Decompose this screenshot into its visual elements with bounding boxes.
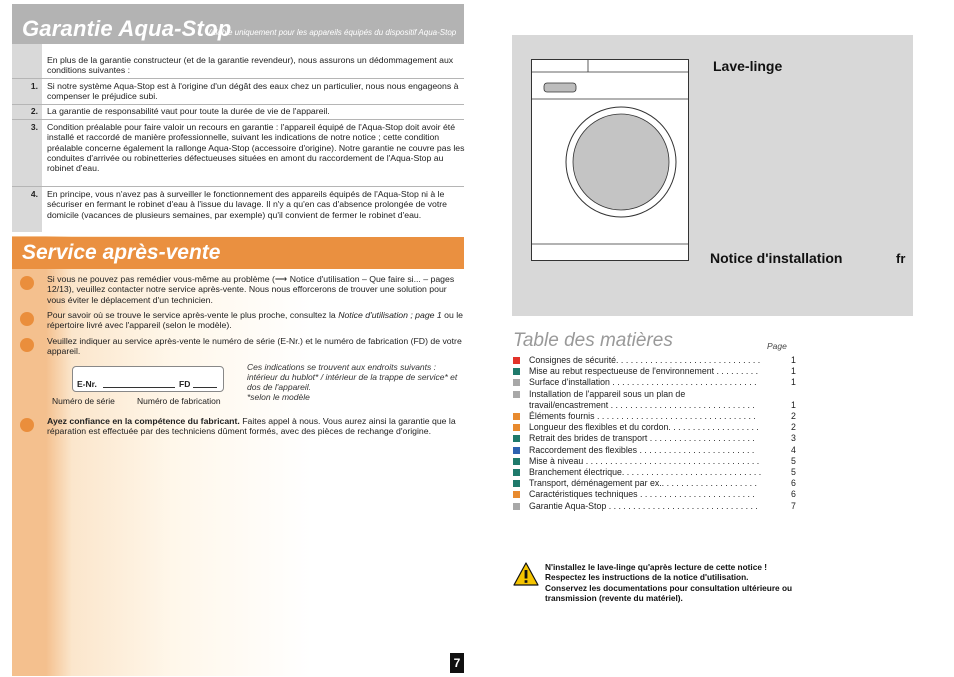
toc-label: Longueur des flexibles et du cordon. . . . . . . . . . . . . . . . . . . <box>529 422 759 433</box>
bullet-dot <box>20 276 34 290</box>
aquastop-item-number: 1. <box>30 81 38 91</box>
toc-item <box>513 489 796 500</box>
toc-page: 7 <box>791 500 796 511</box>
toc-item <box>513 433 796 444</box>
aquastop-item-number: 4. <box>30 189 38 199</box>
toc-item <box>513 455 796 467</box>
toc-page: 1 <box>791 355 796 365</box>
toc-label: Surface d'installation . . . . . . . . . . . . . . . . . . . . . . . . . . . . . . <box>529 377 757 388</box>
aquastop-title: Garantie Aqua-Stop <box>22 16 232 41</box>
toc-title: Table des matières <box>513 330 673 351</box>
warning-line-2: Respectez les instructions de la notice d'utilisation. <box>545 572 749 583</box>
warning-text <box>545 562 845 604</box>
toc-marker <box>513 424 520 431</box>
toc-item <box>513 444 796 456</box>
toc-marker <box>513 491 520 498</box>
service-p2-a: Pour savoir où se trouve le service après-vente le plus proche, consultez la <box>47 310 339 320</box>
note-line-1: Ces indications se trouvent aux endroits suivants : <box>247 362 436 372</box>
aquastop-number-strip <box>12 44 42 232</box>
toc-item <box>513 422 796 433</box>
toc-label: Transport, déménagement par ex.. . . . . . . . . . . . . . . . . . . . <box>529 478 757 489</box>
toc-page: 1 <box>791 399 796 410</box>
toc-label: Consignes de sécurité. . . . . . . . . . . . . . . . . . . . . . . . . . . . . . <box>529 355 761 365</box>
bullet-dot <box>20 312 34 326</box>
toc-label: Garantie Aqua-Stop . . . . . . . . . . . . . . . . . . . . . . . . . . . . . . . <box>529 500 758 511</box>
service-title: Service après-vente <box>22 241 221 264</box>
toc-page: 5 <box>791 467 796 478</box>
service-p2-ref: Notice d'utilisation ; page 1 <box>338 310 442 320</box>
service-p4-rest: Faites appel à nous. Vous aurez ainsi la garantie que la réparation est effectuée par des techniciens dûment formés, avec des pièces de rechange d'origine. <box>47 416 456 437</box>
toc-marker <box>513 379 520 386</box>
toc-marker <box>513 413 520 420</box>
toc-page: 2 <box>791 422 796 433</box>
toc-marker <box>513 480 520 487</box>
aquastop-row-divider <box>12 78 464 79</box>
service-paragraph-2 <box>47 310 465 331</box>
toc-item <box>513 399 796 411</box>
toc-item <box>513 500 796 512</box>
aquastop-row-divider <box>12 186 464 187</box>
toc-item <box>513 411 796 422</box>
fd-label: FD <box>179 379 191 389</box>
service-header <box>12 237 464 269</box>
toc-marker <box>513 469 520 476</box>
toc-label: Retrait des brides de transport . . . . . . . . . . . . . . . . . . . . . . <box>529 433 755 444</box>
service-paragraph-3: Veuillez indiquer au service après-vente le numéro de série (E-Nr.) et le numéro de fabrication (FD) de votre appareil. <box>47 336 462 357</box>
aquastop-item-number: 2. <box>30 106 38 116</box>
cover-language: fr <box>896 251 906 266</box>
aquastop-item-text: Condition préalable pour faire valoir un recours en garantie : l'appareil équipé de l'Aqua-Stop doit avoir été installé et raccordé de manière professionnelle, suivant les indications de notre notice ; cette condition préalable concerne également la rallonge Aqua-Stop (accessoire d'origine). Notre garantie ne couvre pas les conduites d'arrivée ou robinetteries défectueuses situées en amont du raccordement de l'Aqua-Stop au robinet d'eau. <box>47 122 465 174</box>
toc-page: 1 <box>791 377 796 388</box>
service-p2-c: ou le répertoire livré avec l'appareil (selon le modèle). <box>47 310 464 331</box>
toc-item <box>513 377 796 388</box>
serial-plate <box>72 366 224 392</box>
fd-line <box>193 387 217 388</box>
fabrication-caption: Numéro de fabrication <box>137 396 221 406</box>
aquastop-item-number: 3. <box>30 122 38 132</box>
toc-marker <box>513 357 520 364</box>
toc-list <box>513 355 796 512</box>
toc-label: travail/encastrement . . . . . . . . . . . . . . . . . . . . . . . . . . . . . . <box>529 399 755 410</box>
aquastop-intro: En plus de la garantie constructeur (et de la garantie revendeur), nous assurons un dédommagement aux conditions suivantes : <box>47 55 454 76</box>
warning-line-1: N'installez le lave-linge qu'après lecture de cette notice ! <box>545 562 768 572</box>
toc-item <box>513 389 788 400</box>
toc-label: Branchement électrique. . . . . . . . . . . . . . . . . . . . . . . . . . . . . <box>529 467 762 478</box>
toc-page: 2 <box>791 411 796 422</box>
toc-page-label: Page <box>767 341 787 351</box>
toc-page: 5 <box>791 455 796 466</box>
cover-notice: Notice d'installation <box>710 250 843 266</box>
toc-page: 6 <box>791 489 796 500</box>
toc-page: 1 <box>791 366 796 377</box>
serial-location-note <box>247 362 462 402</box>
toc-item <box>513 478 796 489</box>
toc-label: Raccordement des flexibles . . . . . . . . . . . . . . . . . . . . . . . . <box>529 444 755 455</box>
toc-label: Caractéristiques techniques . . . . . . . . . . . . . . . . . . . . . . . . <box>529 489 755 500</box>
warning-icon <box>513 562 539 586</box>
enr-line <box>103 387 175 388</box>
toc-page: 3 <box>791 433 796 444</box>
aquastop-subtitle: Valable uniquement pour les appareils équipés du dispositif Aqua-Stop <box>206 28 457 37</box>
bullet-dot <box>20 418 34 432</box>
note-line-2: intérieur du hublot* / intérieur de la trappe de service* et dos de l'appareil. <box>247 372 458 392</box>
toc-label: Installation de l'appareil sous un plan de <box>529 388 686 399</box>
cover-title: Lave-linge <box>713 58 783 74</box>
toc-marker <box>513 391 520 398</box>
warning-line-3: Conservez les documentations pour consultation ultérieure ou transmission (revente du matériel). <box>545 582 793 604</box>
toc-marker <box>513 435 520 442</box>
toc-marker <box>513 503 520 510</box>
aquastop-item-text: Si notre système Aqua-Stop est à l'origine d'un dégât des eaux chez un particulier, nous nous engageons à compenser le préjudice subi. <box>47 81 459 102</box>
toc-label: Mise à niveau . . . . . . . . . . . . . . . . . . . . . . . . . . . . . . . . . . . . <box>529 455 760 466</box>
service-paragraph-4 <box>47 416 465 437</box>
toc-item <box>513 467 796 478</box>
aquastop-row-divider <box>12 104 464 105</box>
service-paragraph-1: Si vous ne pouvez pas remédier vous-même au problème (⟶ Notice d'utilisation – Que faire si... – pages 12/13), veuillez contacter notre service après-vente. Nous nous efforcerons de trouver une solution pour vous éviter le déplacement d'un technicien. <box>47 274 455 305</box>
toc-label: Mise au rebut respectueuse de l'environnement . . . . . . . . . <box>529 366 759 377</box>
page-number: 7 <box>450 653 464 673</box>
toc-page: 4 <box>791 444 796 455</box>
enr-label: E-Nr. <box>77 379 97 389</box>
toc-item <box>513 366 796 377</box>
aquastop-item-text: La garantie de responsabilité vaut pour toute la durée de vie de l'appareil. <box>47 106 330 116</box>
washing-machine-icon <box>531 59 689 261</box>
aquastop-item-text: En principe, vous n'avez pas à surveiller le fonctionnement des appareils équipés de l'Aqua-Stop ni à le sécuriser en fermant le robinet d'eau à l'issue du lavage. Il n'y a qu'en cas d'absence prolongée de votre domicile (vacances de plusieurs semaines, par exemple) qu'il convient de fermer le robinet d'eau. <box>47 189 447 220</box>
aquastop-row-divider <box>12 119 464 120</box>
toc-item <box>513 355 796 366</box>
toc-marker <box>513 368 520 375</box>
toc-marker <box>513 458 520 465</box>
toc-label: Éléments fournis . . . . . . . . . . . . . . . . . . . . . . . . . . . . . . . . . <box>529 411 756 422</box>
service-p4-bold: Ayez confiance en la compétence du fabricant. <box>47 416 240 426</box>
note-line-3: *selon le modèle <box>247 392 310 402</box>
aquastop-header <box>12 4 464 44</box>
bullet-dot <box>20 338 34 352</box>
toc-marker <box>513 447 520 454</box>
serial-caption: Numéro de série <box>52 396 115 406</box>
toc-page: 6 <box>791 478 796 489</box>
